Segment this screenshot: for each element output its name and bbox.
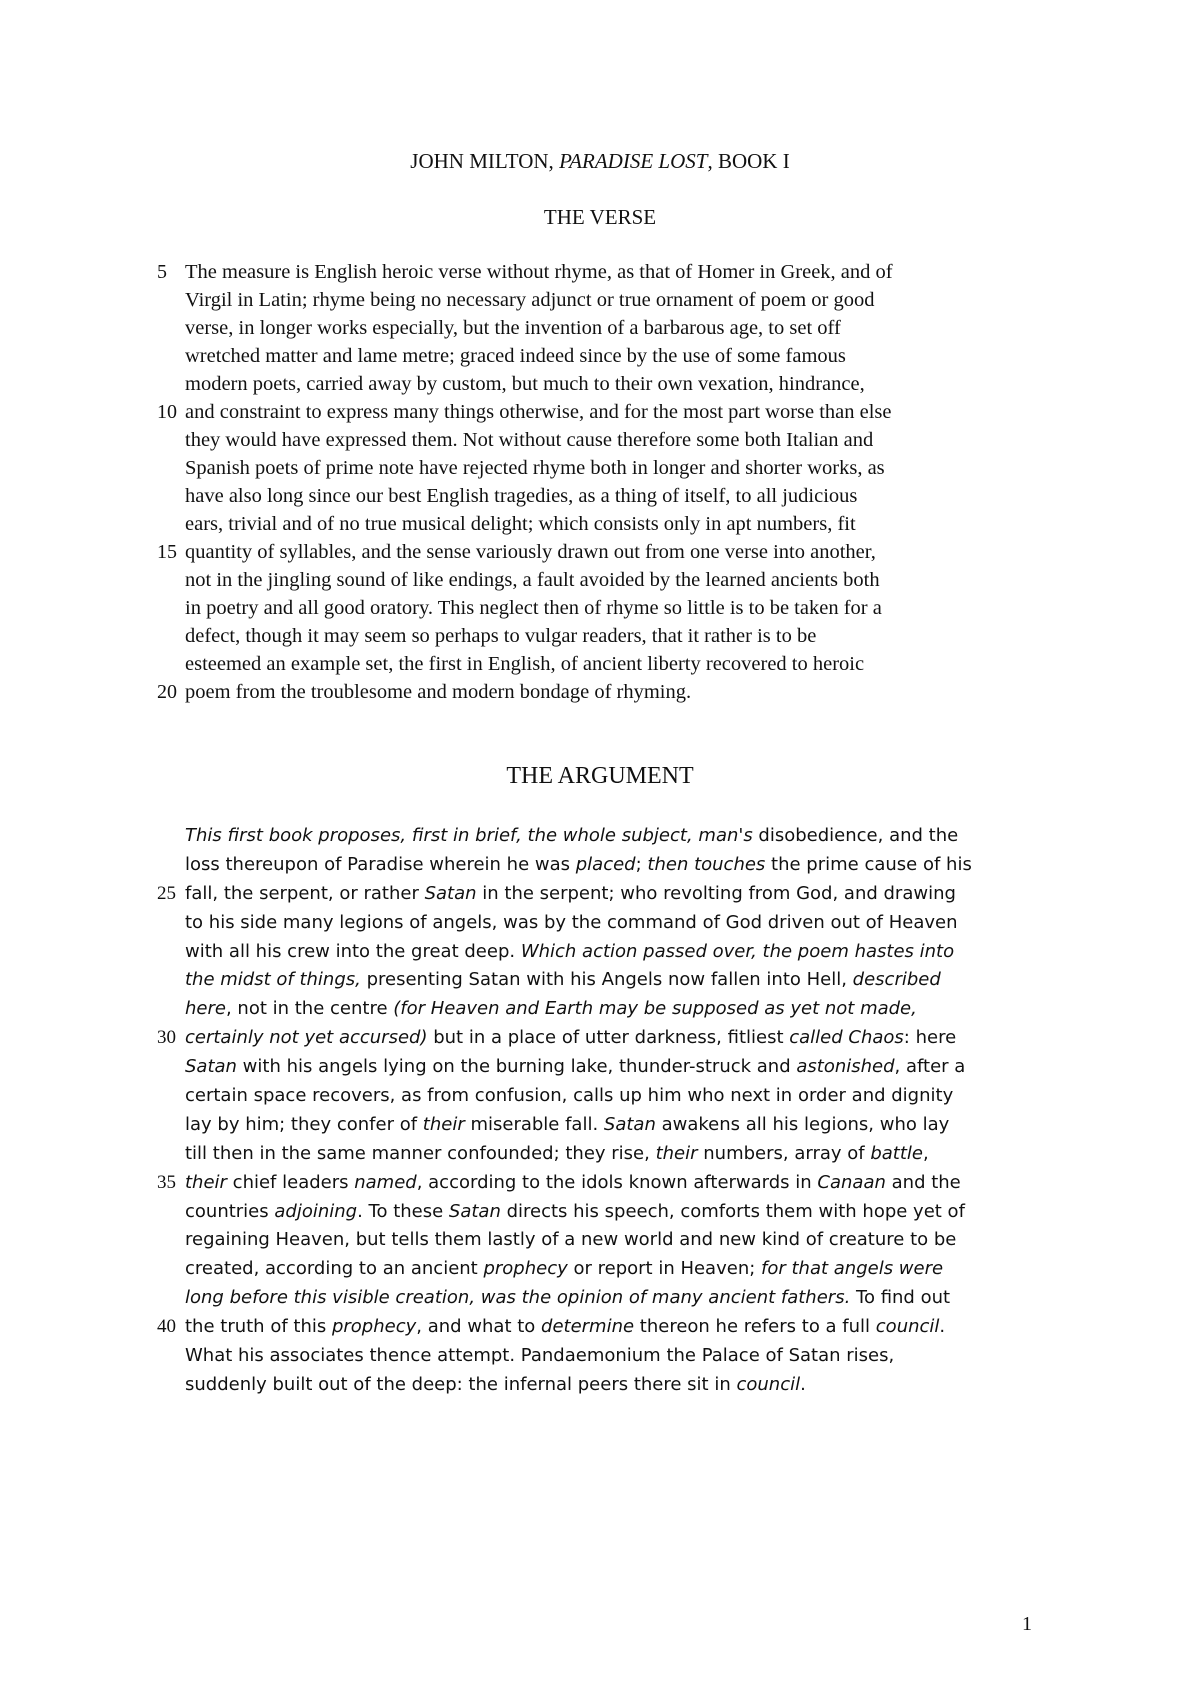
italic-text: Satan [185,1056,237,1078]
text-run: but in a place of utter darkness, fitliest [427,1027,790,1049]
line-number: 10 [157,401,177,423]
text-run: to his side many legions of angels, was by the command of God driven out of Heaven [185,911,958,933]
text-run: thereon he refers to a full [634,1316,876,1338]
verse-line [157,370,1057,398]
italic-text: here [185,998,226,1020]
text-run: certain space recovers, as from confusion, calls up him who next in order and dignity [185,1085,954,1107]
text-run: Spanish poets of prime note have rejected rhyme both in longer and shorter works, as [185,457,885,479]
argument-line [157,1313,1057,1342]
text-run: To find out [850,1287,951,1309]
italic-text: Canaan [817,1171,886,1193]
line-number: 25 [157,882,176,904]
text-run: till then in the same manner confounded; they rise, [185,1142,656,1164]
text-run: disobedience, and the [752,825,959,846]
argument-line [157,1111,1057,1140]
text-run: regaining Heaven, but tells them lastly of a new world and new kind of creature to be [185,1229,957,1251]
title-work: PARADISE LOST [559,149,708,173]
verse-text [157,258,1057,706]
text-run: . To these [357,1200,449,1222]
text-run: countries [185,1200,275,1222]
verse-line [157,566,1057,594]
line-number: 15 [157,541,177,563]
line-number: 5 [157,261,167,283]
text-run: or report in Heaven; [567,1258,762,1280]
argument-line [157,1342,1057,1371]
text-run: chief leaders [226,1171,355,1193]
italic-text: prophecy [331,1316,417,1338]
document-title [0,146,1200,176]
title-author: JOHN MILTON, [410,149,560,173]
italic-text: determine [541,1316,635,1338]
italic-text: battle [870,1142,923,1164]
text-run: and constraint to express many things otherwise, and for the most part worse than else [185,401,892,423]
argument-line [157,1140,1057,1169]
line-number: 35 [157,1171,176,1193]
verse-line [157,314,1057,342]
text-run: Virgil in Latin; rhyme being no necessary adjunct or true ornament of poem or good [185,289,875,311]
text-run: the prime cause of his [765,853,972,875]
verse-line [157,622,1057,650]
text-run: quantity of syllables, and the sense variously drawn out from one verse into another, [185,541,876,563]
text-run: loss thereupon of Paradise wherein he was [185,853,576,875]
verse-line [157,426,1057,454]
text-run: esteemed an example set, the first in English, of ancient liberty recovered to heroic [185,653,865,675]
text-run: verse, in longer works especially, but the invention of a barbarous age, to set off [185,317,841,339]
italic-text: (for Heaven and Earth may be supposed as yet not made, [393,998,917,1020]
text-run: created, according to an ancient [185,1258,484,1280]
argument-text [157,822,1057,1400]
argument-line [157,1371,1057,1400]
line-number: 20 [157,681,177,703]
verse-line [157,650,1057,678]
argument-line [157,1024,1057,1053]
verse-line [157,286,1057,314]
text-run: , according to the idols known afterwards in [416,1171,818,1193]
argument-line [157,1198,1057,1227]
text-run: have also long since our best English tragedies, as a thing of itself, to all judicious [185,485,858,507]
text-run: wretched matter and lame metre; graced indeed since by the use of some famous [185,345,846,367]
text-run: , [922,1142,929,1164]
italic-text: certainly not yet accursed) [185,1027,428,1049]
text-run: The measure is English heroic verse without rhyme, as that of Homer in Greek, and of [185,261,893,283]
text-run: lay by him; they confer of [185,1113,423,1135]
verse-line [157,538,1057,566]
argument-line [157,938,1057,967]
argument-line [157,909,1057,938]
italic-text: placed [575,853,636,875]
italic-text: the midst of things, [185,969,361,991]
argument-line [157,880,1057,909]
text-run: they would have expressed them. Not without cause therefore some both Italian and [185,429,874,451]
text-run: , after a [894,1056,966,1078]
argument-line [157,1255,1057,1284]
italic-text: called Chaos [789,1027,904,1049]
argument-line [157,1082,1057,1111]
text-run: the truth of this [185,1316,332,1338]
text-run: fall, the serpent, or rather [185,882,425,904]
text-run: with his angels lying on the burning lake, thunder-struck and [236,1056,797,1078]
argument-line [157,1284,1057,1313]
line-number: 30 [157,1027,176,1049]
text-run: and the [885,1171,961,1193]
italic-text: prophecy [483,1258,568,1280]
text-run: with all his crew into the great deep. [185,940,521,962]
text-run: ears, trivial and of no true musical delight; which consists only in apt numbers, fit [185,513,856,535]
italic-text: their [422,1113,465,1135]
text-run: modern poets, carried away by custom, but much to their own vexation, hindrance, [185,373,865,395]
italic-text: council [736,1373,801,1395]
argument-line [157,1226,1057,1255]
italic-text: Satan [448,1200,501,1222]
argument-line [157,995,1057,1024]
verse-line [157,454,1057,482]
verse-line [157,398,1057,426]
text-run: , and what to [416,1316,542,1338]
italic-text: adjoining [274,1200,358,1222]
argument-line [157,851,1057,880]
title-book: , BOOK I [707,149,790,173]
italic-text: Satan [424,882,477,904]
italic-text: named [354,1171,417,1193]
italic-text: their [655,1142,698,1164]
italic-text: Which action passed over, the poem hastes into [520,940,955,962]
italic-text: Satan [603,1113,656,1135]
verse-line [157,258,1057,286]
verse-heading: THE VERSE [543,205,657,229]
italic-text: described [852,969,941,991]
text-run: What his associates thence attempt. Pandaemonium the Palace of Satan rises, [185,1345,895,1367]
text-run: . [939,1316,946,1338]
italic-text: then touches [647,853,766,875]
argument-line [157,1169,1057,1198]
italic-text: their [185,1171,227,1193]
verse-line [157,594,1057,622]
text-run: miserable fall. [464,1113,604,1135]
verse-line [157,342,1057,370]
italic-text: for that angels were [761,1258,944,1280]
text-run: suddenly built out of the deep: the infernal peers there sit in [185,1373,737,1395]
text-run: ; [635,853,648,875]
text-run: defect, though it may seem so perhaps to vulgar readers, that it rather is to be [185,625,817,647]
argument-line [157,822,1057,851]
line-number: 40 [157,1316,176,1338]
verse-line [157,482,1057,510]
text-run: presenting Satan with his Angels now fallen into Hell, [360,969,853,991]
text-run: in the serpent; who revolting from God, and drawing [476,882,956,904]
verse-line [157,678,1057,706]
text-run: poem from the troublesome and modern bondage of rhyming. [185,681,692,703]
text-run: awakens all his legions, who lay [655,1113,950,1135]
text-run: in poetry and all good oratory. This neglect then of rhyme so little is to be taken for a [185,597,882,619]
page-number: 1 [1022,1613,1032,1635]
text-run: directs his speech, comforts them with hope yet of [500,1200,965,1222]
argument-heading: THE ARGUMENT [506,763,694,789]
verse-line [157,510,1057,538]
text-run: numbers, array of [697,1142,871,1164]
italic-text: astonished [796,1056,895,1078]
italic-text: This first book proposes, first in brief, the whole subject, man's [185,825,753,846]
italic-text: long before this visible creation, was the opinion of many ancient fathers. [185,1287,851,1309]
italic-text: council [875,1316,940,1338]
text-run: , not in the centre [225,998,394,1020]
argument-line [157,966,1057,995]
text-run: : here [903,1027,957,1049]
text-run: . [800,1373,806,1395]
text-run: not in the jingling sound of like endings, a fault avoided by the learned ancients both [185,569,880,591]
argument-line [157,1053,1057,1082]
